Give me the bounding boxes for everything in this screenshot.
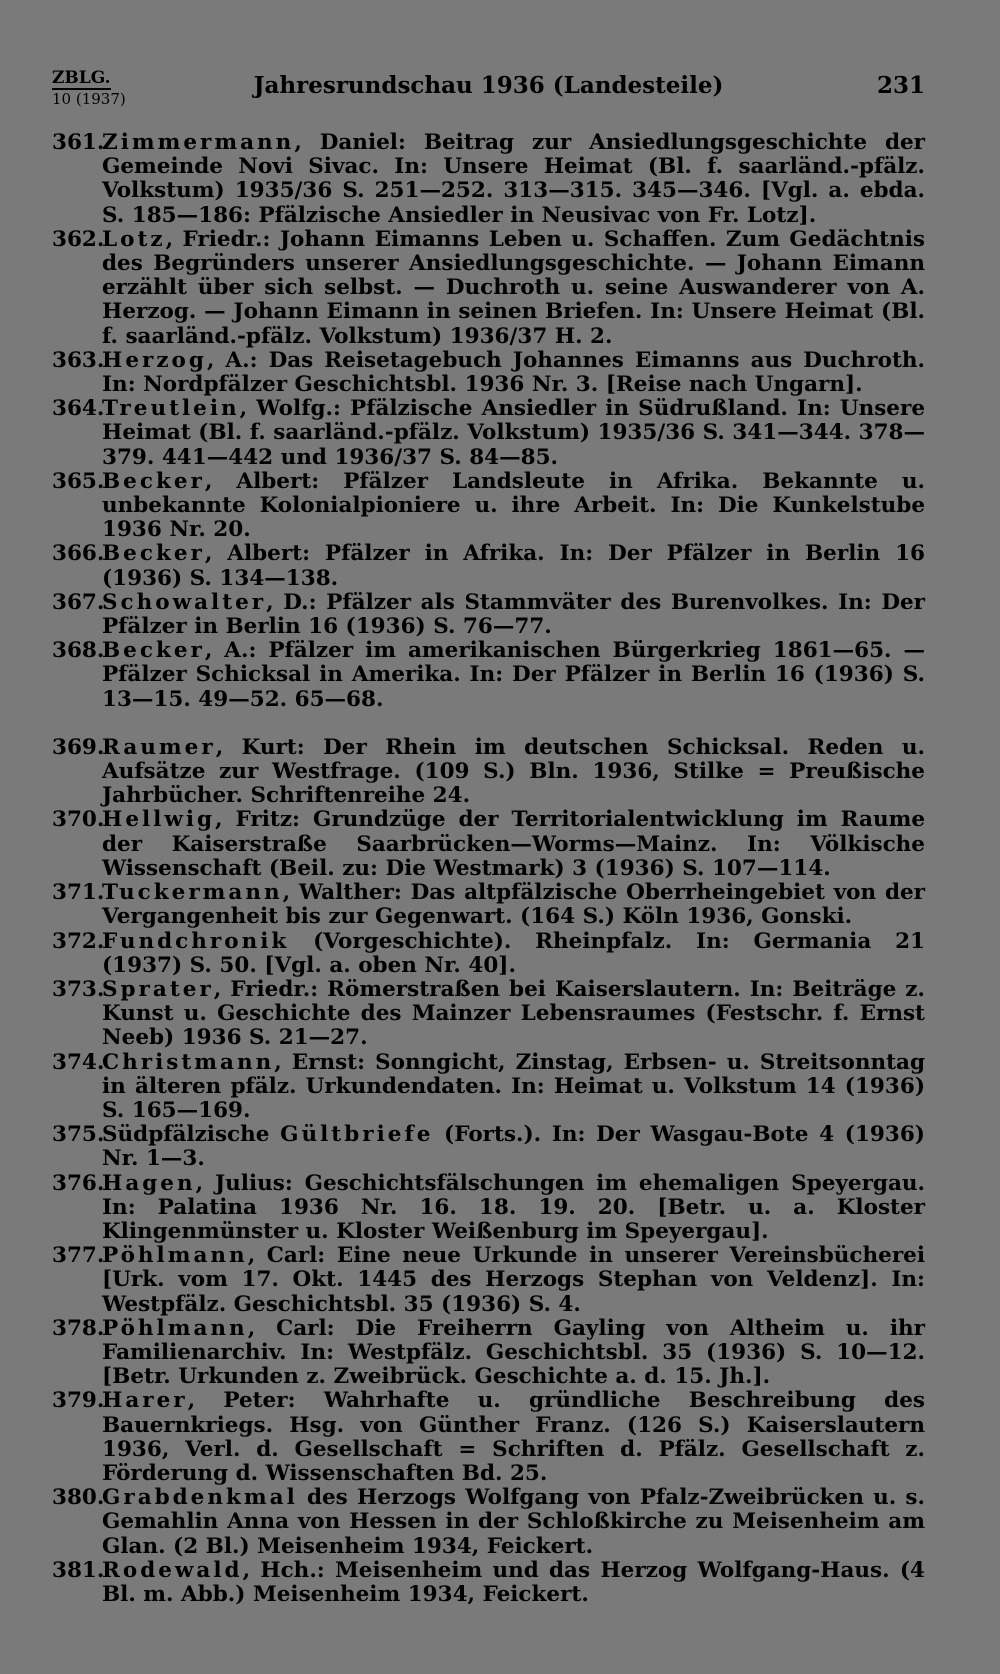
entry-text: , Fritz: Grundzüge der Territorialentwicklung im Raume der Kaiserstraße Saarbrücken—Worms—Mainz. In: Völkische Wissenschaft (Beil. zu: Die Westmark) 3 (1936) S. 107—114. bbox=[102, 807, 925, 881]
entry-number: 374. bbox=[52, 1049, 105, 1075]
entry-author: Hellwig bbox=[102, 807, 216, 833]
bibliography-entry bbox=[52, 591, 925, 639]
entry-author: Becker bbox=[102, 541, 205, 567]
entry-author: Becker bbox=[102, 468, 205, 494]
bibliography-entry bbox=[52, 131, 925, 228]
bibliography-entry bbox=[52, 808, 925, 881]
entry-text: , Walther: Das altpfälzische Oberrheingebiet von der Vergangenheit bis zur Gegenwart. (164 S.) Köln 1936, Gonski. bbox=[102, 880, 925, 930]
entry-author: Pöhlmann bbox=[102, 1315, 248, 1341]
bibliography-entry bbox=[52, 1317, 925, 1390]
entry-number: 371. bbox=[52, 880, 105, 906]
entry-text: (Forts.). In: Der Wasgau-Bote 4 (1936) Nr. 1—3. bbox=[102, 1122, 925, 1172]
entry-number: 361. bbox=[52, 130, 105, 155]
bibliography-entry bbox=[52, 1486, 925, 1559]
section-gap bbox=[52, 712, 925, 736]
page-number: 231 bbox=[876, 72, 925, 99]
entry-number: 378. bbox=[52, 1315, 105, 1341]
entry-number: 381. bbox=[52, 1557, 105, 1583]
bibliography-entry bbox=[52, 349, 925, 397]
entry-number: 369. bbox=[52, 734, 105, 760]
entry-text: , Carl: Eine neue Urkunde in unserer Vereinsbücherei [Urk. vom 17. Okt. 1445 des Herzogs Stephan von Veldenz]. In: Westpfälz. Geschichtsbl. 35 (1936) S. 4. bbox=[102, 1243, 925, 1317]
entry-author: Zimmermann bbox=[102, 130, 295, 155]
bibliography-entry bbox=[52, 1123, 925, 1171]
entry-number: 364. bbox=[52, 396, 105, 422]
entry-author: Harer bbox=[102, 1388, 188, 1414]
entry-text: , D.: Pfälzer als Stammväter des Burenvolkes. In: Der Pfälzer in Berlin 16 (1936) S. 76—77. bbox=[102, 589, 925, 640]
bibliography-entry bbox=[52, 397, 925, 470]
entry-number: 372. bbox=[52, 928, 105, 954]
entry-author: Raumer bbox=[102, 734, 216, 760]
bibliography-entry bbox=[52, 1051, 925, 1124]
entry-author: Herzog bbox=[102, 347, 207, 373]
entry-number: 367. bbox=[52, 589, 105, 615]
bibliography-entry bbox=[52, 881, 925, 929]
entry-text: , Hch.: Meisenheim und das Herzog Wolfgang-Haus. (4 Bl. m. Abb.) Meisenheim 1934, Feickert. bbox=[102, 1557, 925, 1607]
entry-text: , A.: Pfälzer im amerikanischen Bürgerkrieg 1861—65. — Pfälzer Schicksal in Amerika. In: Der Pfälzer in Berlin 16 (1936) S. 13—15. 49—52. 65—68. bbox=[102, 638, 925, 712]
entry-text: , Friedr.: Johann Eimanns Leben u. Schaffen. Zum Gedächtnis des Begründers unserer Ansiedlungsgeschichte. — Johann Eimann erzählt über sich selbst. — Duchroth u. seine Auswanderer von A. Herzog. — Johann Eimann in seinen Briefen. In: Unsere Heimat (Bl. f. saarländ.-pfälz. Volkstum) 1936/37 H. 2. bbox=[102, 226, 925, 349]
entry-author: Treutlein bbox=[102, 396, 240, 422]
bibliography-entry bbox=[52, 1172, 925, 1245]
bibliography-entry bbox=[52, 736, 925, 809]
bibliography-entry bbox=[52, 1244, 925, 1317]
page-header bbox=[52, 50, 925, 110]
bibliography-list bbox=[52, 131, 925, 1607]
entry-author: Pöhlmann bbox=[102, 1243, 248, 1269]
entry-number: 379. bbox=[52, 1388, 105, 1414]
bibliography-entry bbox=[52, 639, 925, 712]
entry-number: 380. bbox=[52, 1485, 105, 1511]
journal-abbreviation: ZBLG. bbox=[52, 68, 111, 88]
bibliography-entry bbox=[52, 1389, 925, 1486]
entry-text: , Ernst: Sonngicht, Zinstag, Erbsen- u. Streitsonntag in älteren pfälz. Urkundendaten. In: Heimat u. Volkstum 14 (1936) S. 165—169. bbox=[102, 1049, 925, 1123]
entry-author: Gültbriefe bbox=[280, 1122, 434, 1148]
entry-author: Rodewald bbox=[102, 1557, 243, 1583]
entry-number: 366. bbox=[52, 541, 105, 567]
entry-text: (Vorgeschichte). Rheinpfalz. In: Germania 21 (1937) S. 50. [Vgl. a. oben Nr. 40]. bbox=[102, 928, 925, 978]
entry-text: , Julius: Geschichtsfälschungen im ehemaligen Speyergau. In: Palatina 1936 Nr. 16. 18. 19. 20. [Betr. u. a. Kloster Klingenmünster u. Kloster Weißenburg im Speyergau]. bbox=[102, 1170, 925, 1244]
entry-text: , A.: Das Reisetagebuch Johannes Eimanns aus Duchroth. In: Nordpfälzer Geschichtsbl. 1936 Nr. 3. [Reise nach Ungarn]. bbox=[102, 347, 925, 398]
entry-text: , Peter: Wahrhafte u. gründliche Beschreibung des Bauernkriegs. Hsg. von Günther Franz. (126 S.) Kaiserslautern 1936, Verl. d. Gesellschaft = Schriften d. Pfälz. Gesellschaft z. Förderung d. Wissenschaften Bd. 25. bbox=[102, 1388, 925, 1486]
entry-author: Sprater bbox=[102, 976, 214, 1002]
entry-author: Lotz bbox=[102, 226, 166, 252]
entry-number: 373. bbox=[52, 976, 105, 1002]
entry-author: Becker bbox=[102, 638, 205, 664]
entry-text: , Wolfg.: Pfälzische Ansiedler in Südrußland. In: Unsere Heimat (Bl. f. saarländ.-pfälz. Volkstum) 1935/36 S. 341—344. 378—379. 441—442 und 1936/37 S. 84—85. bbox=[102, 396, 925, 470]
entry-number: 376. bbox=[52, 1170, 105, 1196]
entry-text: , Kurt: Der Rhein im deutschen Schicksal. Reden u. Aufsätze zur Westfrage. (109 S.) Bln. 1936, Stilke = Preußische Jahrbücher. Schriftenreihe 24. bbox=[102, 734, 925, 809]
entry-text: , Carl: Die Freiherrn Gayling von Altheim u. ihr Familienarchiv. In: Westpfälz. Geschichtsbl. 35 (1936) S. 10—12. [Betr. Urkunden z. Zweibrück. Geschichte a. d. 15. Jh.]. bbox=[102, 1315, 925, 1390]
running-title: Jahresrundschau 1936 (Landesteile) bbox=[253, 72, 724, 99]
entry-author: Hagen bbox=[102, 1170, 196, 1196]
entry-number: 377. bbox=[52, 1243, 105, 1269]
entry-text: , Albert: Pfälzer Landsleute in Afrika. Bekannte u. unbekannte Kolonialpioniere u. ihre Arbeit. In: Die Kunkelstube 1936 Nr. 20. bbox=[102, 468, 925, 543]
entry-author: Schowalter bbox=[102, 589, 267, 615]
bibliography-entry bbox=[52, 470, 925, 543]
entry-text: , Albert: Pfälzer in Afrika. In: Der Pfälzer in Berlin 16 (1936) S. 134—138. bbox=[102, 541, 925, 591]
bibliography-entry bbox=[52, 930, 925, 978]
entry-number: 375. bbox=[52, 1122, 105, 1148]
entry-text: , Daniel: Beitrag zur Ansiedlungsgeschichte der Gemeinde Novi Sivac. In: Unsere Heimat (Bl. f. saarländ.-pfälz. Volkstum) 1935/36 S. 251—252. 313—315. 345—346. [Vgl. a. ebda. S. 185—186: Pfälzische Ansiedler in Neusivac von Fr. Lotz]. bbox=[102, 130, 925, 228]
entry-author: Fundchronik bbox=[102, 928, 290, 954]
entry-text: des Herzogs Wolfgang von Pfalz-Zweibrücken u. s. Gemahlin Anna von Hessen in der Schloßkirche zu Meisenheim am Glan. (2 Bl.) Meisenheim 1934, Feickert. bbox=[102, 1485, 925, 1559]
entry-author: Grabdenkmal bbox=[102, 1485, 298, 1511]
entry-number: 365. bbox=[52, 468, 105, 494]
entry-text: , Friedr.: Römerstraßen bei Kaiserslautern. In: Beiträge z. Kunst u. Geschichte des Mainzer Lebensraumes (Festschr. f. Ernst Neeb) 1936 S. 21—27. bbox=[102, 976, 925, 1051]
entry-number: 362. bbox=[52, 226, 105, 252]
entry-author: Tuckermann bbox=[102, 880, 283, 906]
entry-prefix: Südpfälzische bbox=[102, 1122, 281, 1148]
journal-volume: 10 (1937) bbox=[52, 90, 126, 108]
bibliography-entry bbox=[52, 1559, 925, 1607]
entry-author: Christmann bbox=[102, 1049, 275, 1075]
bibliography-entry bbox=[52, 228, 925, 349]
entry-number: 370. bbox=[52, 807, 105, 833]
entry-number: 368. bbox=[52, 638, 105, 664]
entry-number: 363. bbox=[52, 347, 105, 373]
bibliography-entry bbox=[52, 542, 925, 590]
bibliography-entry bbox=[52, 978, 925, 1051]
